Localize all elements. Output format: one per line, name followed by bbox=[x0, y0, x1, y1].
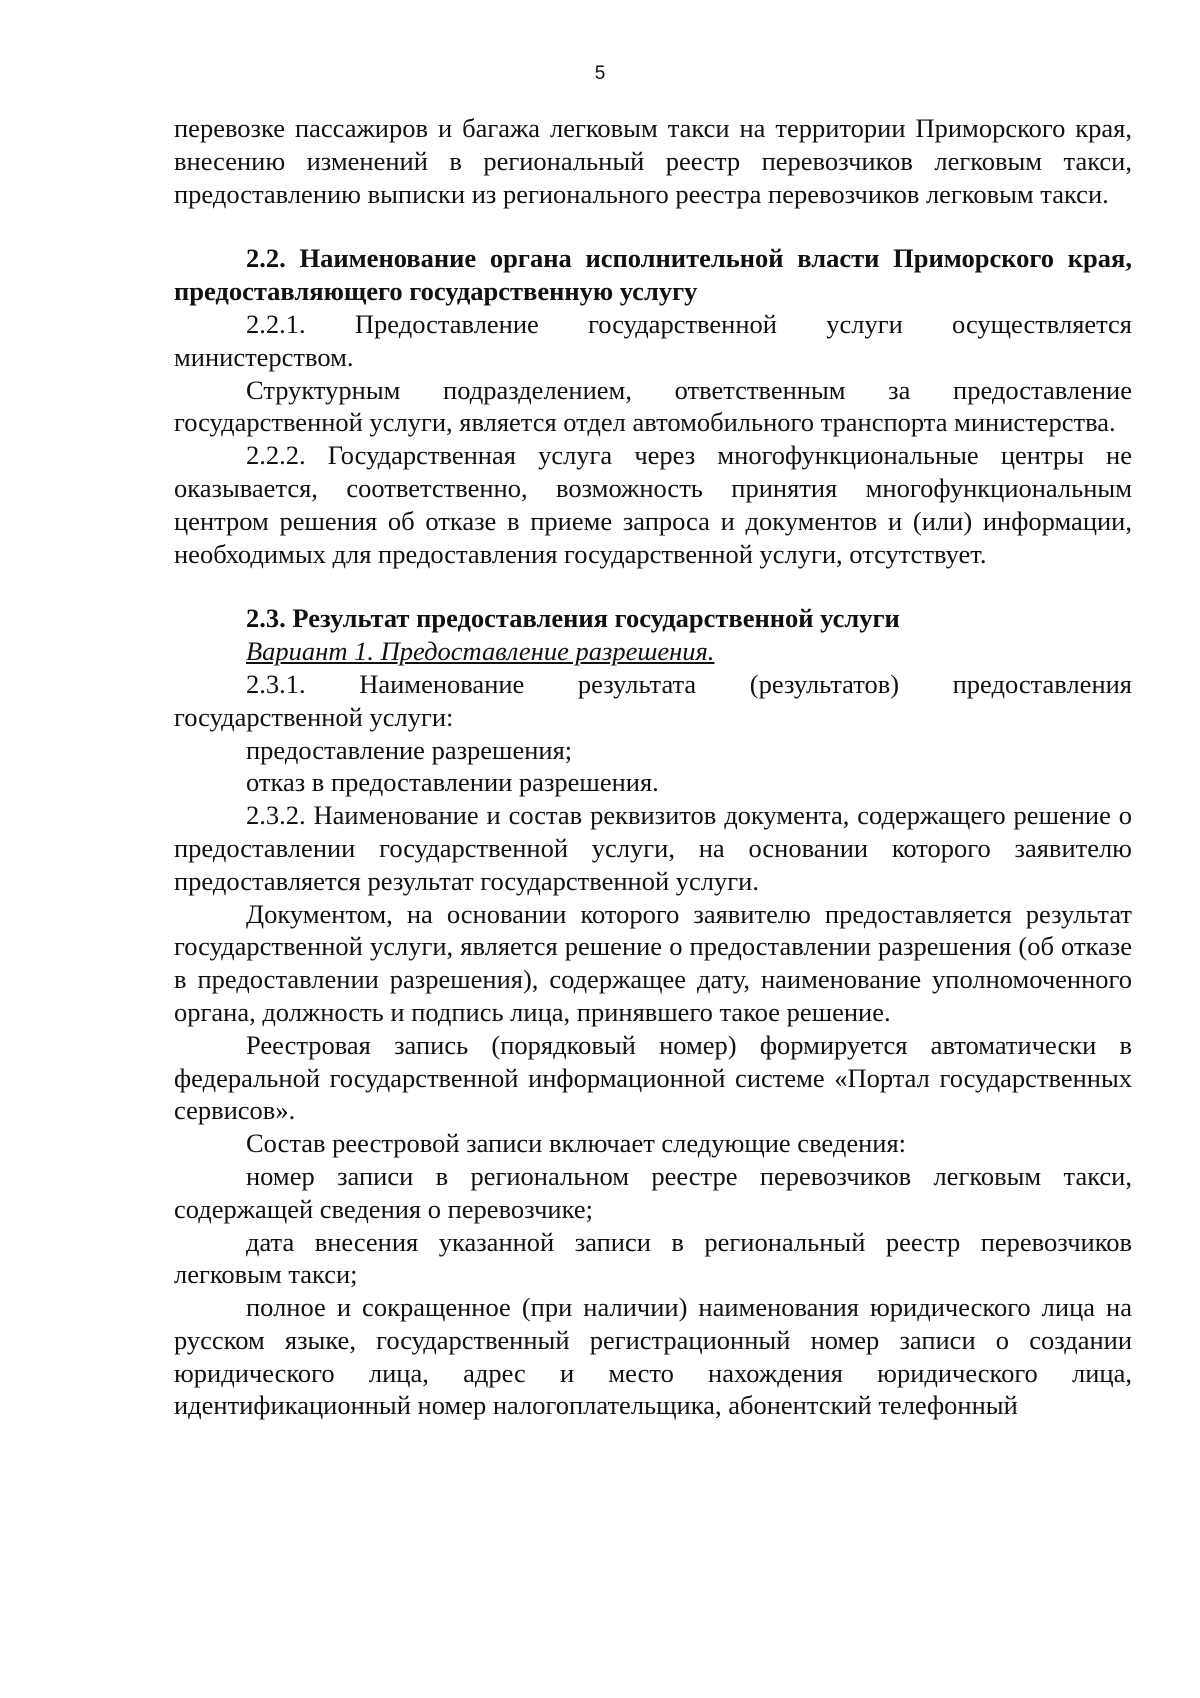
page-number: 5 bbox=[594, 63, 606, 84]
body-paragraph: Структурным подразделением, ответственным за предоставление государственной услуги, является отдел автомобильного транспорта министерства. bbox=[174, 374, 1132, 438]
list-item: дата внесения указанной записи в региональный реестр перевозчиков легковым такси; bbox=[174, 1226, 1132, 1290]
body-paragraph: Реестровая запись (порядковый номер) формируется автоматически в федеральной государственной информационной системе «Портал государственных сервисов». bbox=[174, 1029, 1132, 1126]
body-paragraph: 2.2.2. Государственная услуга через многофункциональные центры не оказывается, соответственно, возможность принятия многофункциональным центром решения об отказе в приеме запроса и документов и (или) информации, необходимых для предоставления государственной услуги, отсутствует. bbox=[174, 440, 1132, 569]
list-item: предоставление разрешения; bbox=[246, 734, 573, 765]
body-paragraph: перевозке пассажиров и багажа легковым такси на территории Приморского края, внесению изменений в региональный реестр перевозчиков легковым такси, предоставлению выписки из регионального реестра перевозчиков легковым такси. bbox=[174, 113, 1132, 209]
section-heading: 2.2. Наименование органа исполнительной власти Приморского края, предоставляющего государственную услугу bbox=[174, 243, 1132, 307]
body-paragraph: 2.3.1. Наименование результата (результатов) предоставления государственной услуги: bbox=[174, 668, 1132, 732]
variant-subheading: Вариант 1. Предоставление разрешения. bbox=[246, 636, 715, 667]
list-item: полное и сокращенное (при наличии) наименования юридического лица на русском языке, государственный регистрационный номер записи о создании юридического лица, адрес и место нахождения юридического лица, идентификационный номер налогоплательщика, абонентский телефонный bbox=[174, 1292, 1132, 1421]
section-heading: 2.3. Результат предоставления государственной услуги bbox=[246, 603, 900, 634]
body-paragraph: 2.2.1. Предоставление государственной услуги осуществляется министерством. bbox=[174, 308, 1132, 372]
body-paragraph: 2.3.2. Наименование и состав реквизитов документа, содержащего решение о предоставлении государственной услуги, на основании которого заявителю предоставляется результат государственной услуги. bbox=[174, 800, 1132, 896]
body-paragraph: Состав реестровой записи включает следующие сведения: bbox=[246, 1128, 907, 1159]
body-paragraph: Документом, на основании которого заявителю предоставляется результат государственной услуги, является решение о предоставлении разрешения (об отказе в предоставлении разрешения), содержащее дату, наименование уполномоченного органа, должность и подпись лица, принявшего такое решение. bbox=[174, 898, 1132, 1027]
list-item: номер записи в региональном реестре перевозчиков легковым такси, содержащей сведения о перевозчике; bbox=[174, 1160, 1132, 1224]
document-body bbox=[174, 112, 1132, 1422]
list-item: отказ в предоставлении разрешения. bbox=[246, 767, 659, 798]
